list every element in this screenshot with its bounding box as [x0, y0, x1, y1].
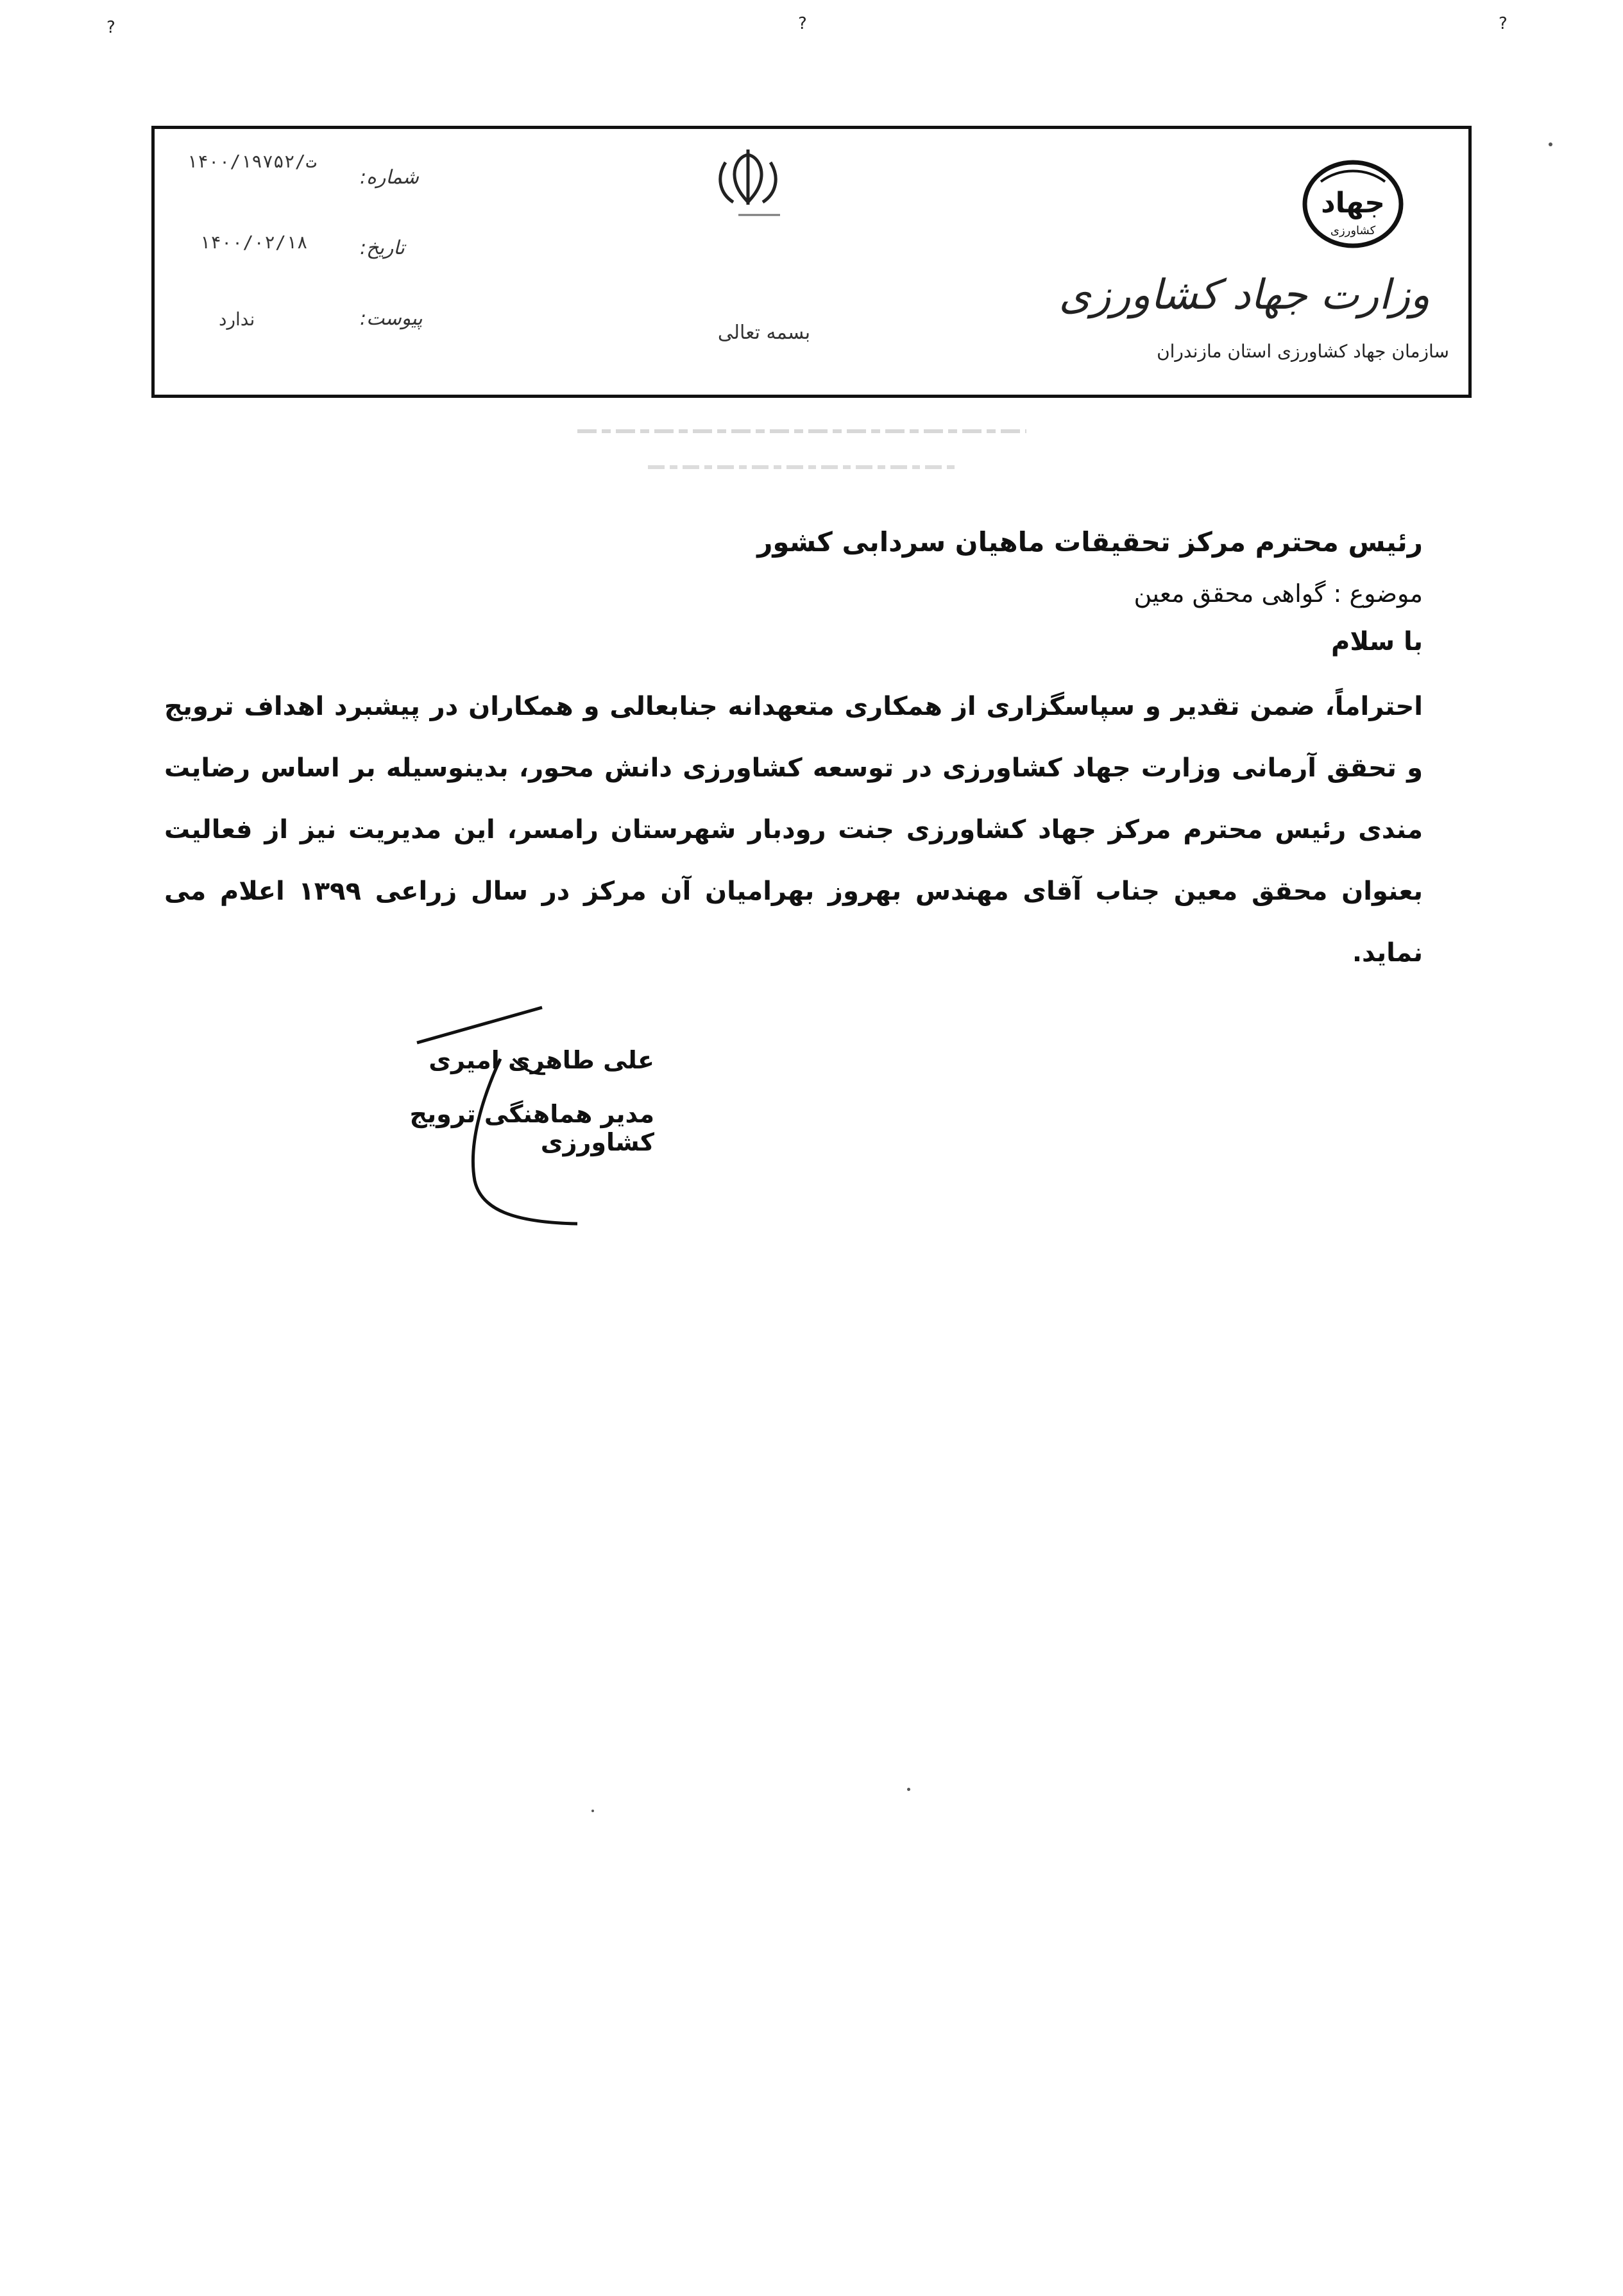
date-label: تاریخ: — [360, 237, 405, 259]
greeting: با سلام — [1331, 627, 1423, 656]
ministry-name: وزارت جهاد کشاورزی — [1058, 271, 1430, 319]
letterhead-box — [151, 126, 1472, 398]
page-mark-left: ? — [106, 18, 115, 37]
signer-title: مدیر هماهنگی ترویج کشاورزی — [409, 1100, 654, 1156]
signer-name: علی طاهری امیری — [429, 1046, 654, 1074]
number-label: شماره: — [360, 166, 419, 189]
page-mark-right: ? — [1499, 14, 1508, 33]
logo-subtext: کشاورزی — [1330, 224, 1376, 237]
scan-speck — [1549, 142, 1552, 146]
page-mark-center: ? — [798, 14, 807, 33]
faint-text-marks — [552, 417, 1052, 488]
signature-block — [321, 1046, 654, 1156]
number-value: ۱۴۰۰/ت/۱۹۷۵۲ — [187, 151, 317, 172]
letter-paragraph: احتراماً، ضمن تقدیر و سپاسگزاری از همکاری متعهدانه جنابعالی و همکاران در پیشبرد اهداف ترویج و تحقق آرمانی وزارت جهاد کشاورزی در توسعه کشاورزی دانش محور، بدینوسیله بر اساس رضایت مندی رئیس محترم مرکز جهاد کشاورزی جنت رودبار شهرستان رامسر، این مدیریت نیز از فعالیت بعنوان محقق معین جناب آقای مهندس بهروز بهرامیان آن مرکز در سال زراعی ۱۳۹۹ اعلام می نماید. — [164, 692, 1423, 968]
iran-emblem-icon — [700, 143, 796, 220]
organization-name: سازمان جهاد کشاورزی استان مازندران — [1157, 341, 1449, 362]
basmala: بسمه تعالی — [717, 321, 811, 344]
ministry-logo-icon — [1295, 156, 1411, 252]
scan-speck — [907, 1788, 910, 1791]
letter-body — [164, 526, 1423, 984]
subject-line: موضوع : گواهی محقق معین — [1134, 579, 1423, 608]
logo-text: جهاد — [1321, 187, 1385, 219]
recipient-line: رئیس محترم مرکز تحقیقات ماهیان سردابی کشور — [757, 526, 1423, 558]
attachment-value: ندارد — [219, 309, 255, 330]
attachment-label: پیوست: — [360, 307, 423, 330]
scan-speck — [591, 1810, 594, 1812]
date-value: ۱۴۰۰/۰۲/۱۸ — [200, 232, 308, 253]
